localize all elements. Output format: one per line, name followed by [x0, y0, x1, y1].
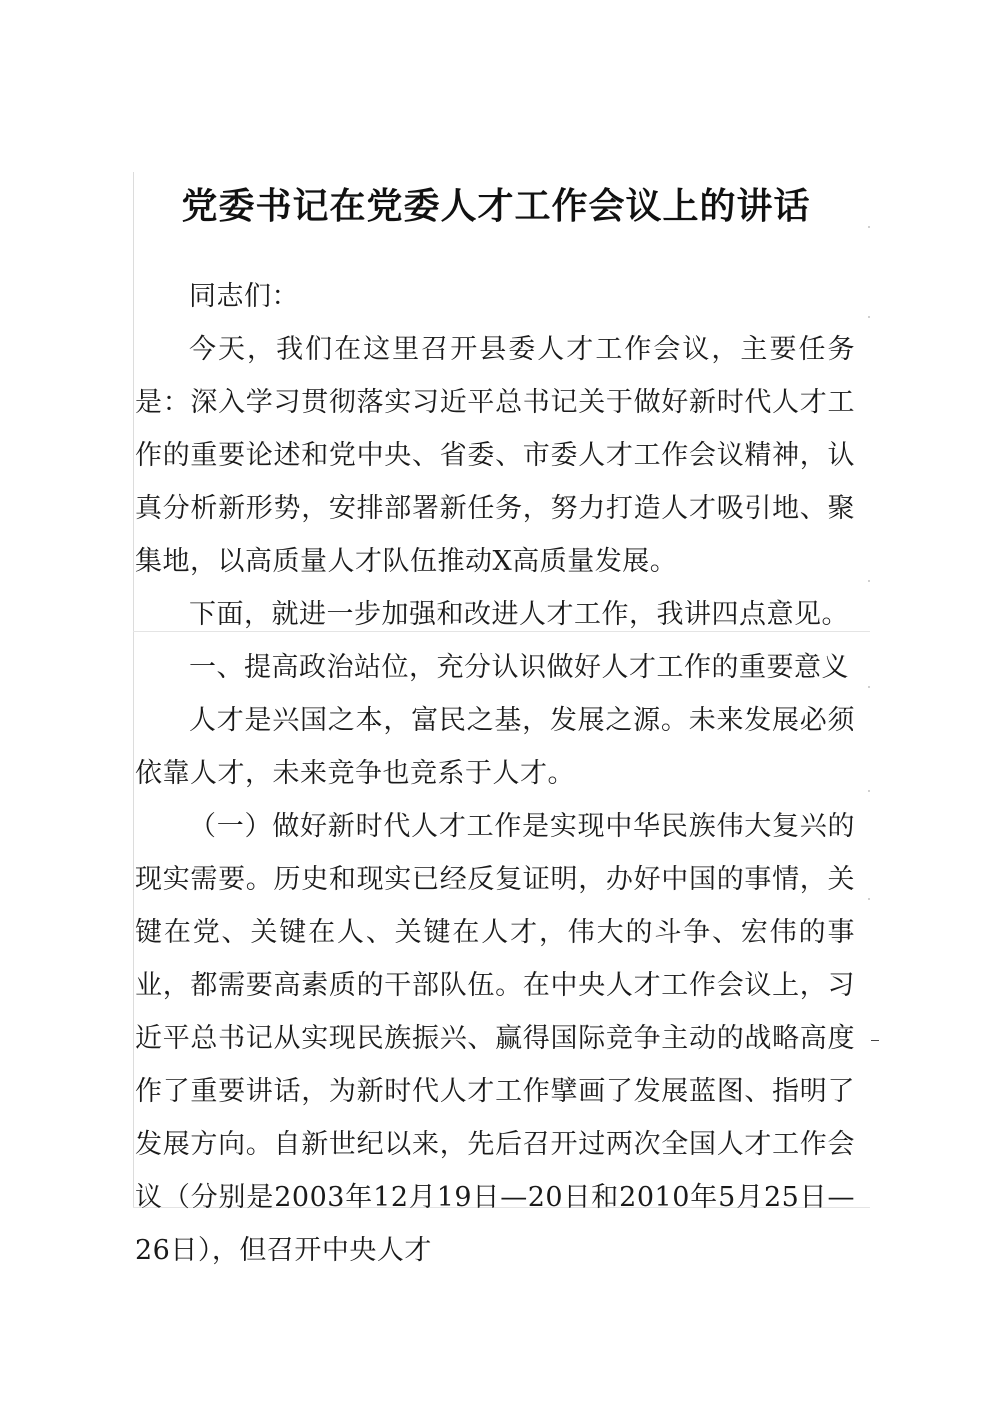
- paragraph: 人才是兴国之本，富民之基，发展之源。未来发展必须依靠人才，未来竞争也竞系于人才。: [135, 705, 855, 789]
- margin-dot: [868, 898, 870, 900]
- margin-mark: [871, 1040, 879, 1041]
- paragraph: 下面，就进一步加强和改进人才工作，我讲四点意见。: [189, 599, 849, 630]
- paragraph: （一）做好新时代人才工作是实现中华民族伟大复兴的现实需要。历史和现实已经反复证明，办好中国的事情，关键在党、关键在人、关键在人才，伟大的斗争、宏伟的事业，都需要高素质的干部队伍。在中央人才工作会议上，习近平总书记从实现民族振兴、赢得国际竞争主动的战略高度作了重要讲话，为新时代人才工作擘画了发展蓝图、指明了发展方向。自新世纪以来，先后召开过两次全国人才工作会议（分别是2003年12月19日—20日和2010年5月25日—26日），但召开中央人才: [135, 811, 855, 1266]
- section-heading: 一、提高政治站位，充分认识做好人才工作的重要意义: [189, 652, 849, 683]
- margin-dot: [868, 686, 870, 688]
- document-title: 党委书记在党委人才工作会议上的讲话: [181, 185, 811, 227]
- page-left-border: [133, 172, 134, 1208]
- margin-dot: [868, 580, 870, 582]
- salutation: 同志们：: [189, 281, 299, 312]
- document-body: [135, 270, 855, 1277]
- margin-dot: [868, 316, 870, 318]
- paragraph: 今天，我们在这里召开县委人才工作会议，主要任务是：深入学习贯彻落实习近平总书记关于做好新时代人才工作的重要论述和党中央、省委、市委人才工作会议精神，认真分析新形势，安排部署新任务，努力打造人才吸引地、聚集地，以高质量人才队伍推动X高质量发展。: [135, 334, 855, 577]
- margin-dot: [868, 790, 870, 792]
